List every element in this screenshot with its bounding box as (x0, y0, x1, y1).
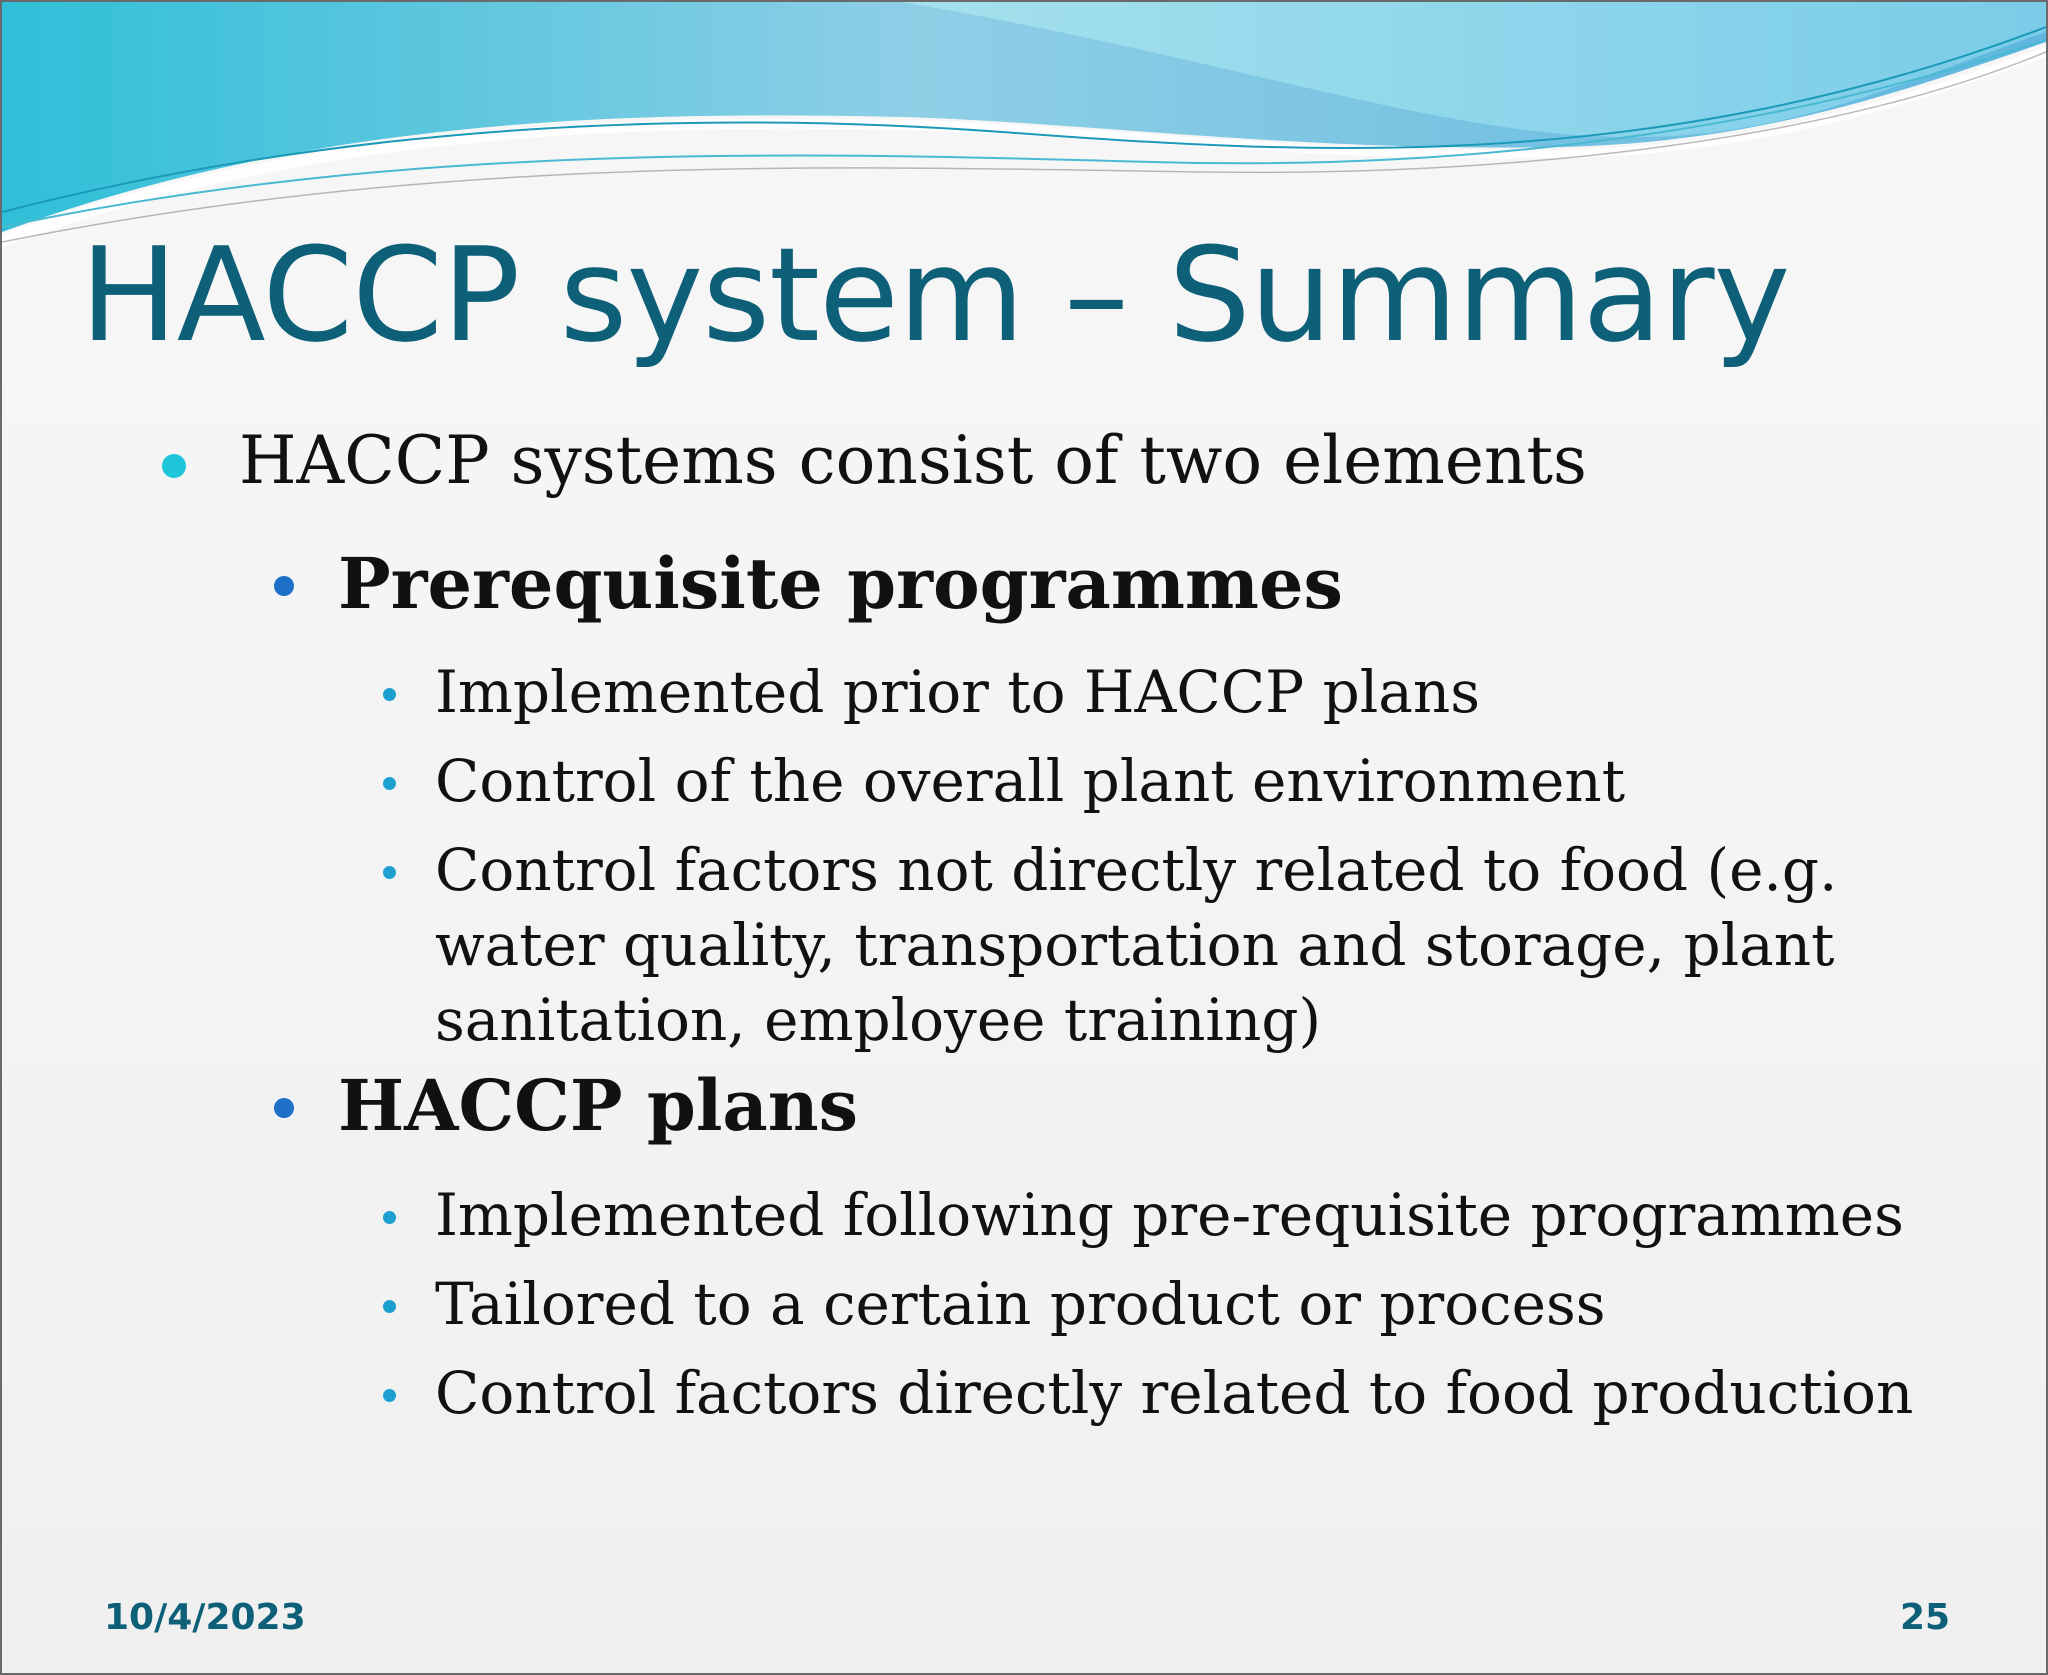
bullet-dot (383, 777, 396, 790)
slide-title: HACCP system – Summary (80, 219, 1790, 371)
bullet-dot (274, 576, 294, 596)
bullet-text: Prerequisite programmes (338, 542, 1343, 625)
slide-number: 25 (1900, 1597, 1951, 1638)
bullet-dot (383, 866, 396, 879)
bullet-text: Implemented prior to HACCP plans (435, 658, 1480, 726)
bullet-text: HACCP plans (338, 1064, 859, 1147)
bullet-dot (383, 1389, 396, 1402)
bullet-dot (383, 1211, 396, 1224)
bullet-text: Tailored to a certain product or process (435, 1270, 1606, 1338)
bullet-dot (383, 1300, 396, 1313)
slide-date: 10/4/2023 (104, 1597, 306, 1638)
bullet-dot (383, 688, 396, 701)
bullet-text: HACCP systems consist of two elements (239, 422, 1587, 499)
bullet-text: Control factors not directly related to food (e.g. water quality, transportation and storage, plant sanitation, employee training) (435, 836, 1838, 1054)
bullet-text: Control factors directly related to food production (435, 1359, 1914, 1427)
bullet-text: Control of the overall plant environment (435, 747, 1626, 815)
bullet-dot (274, 1098, 294, 1118)
bullet-dot (162, 454, 186, 478)
bullet-text: Implemented following pre-requisite programmes (435, 1181, 1904, 1249)
